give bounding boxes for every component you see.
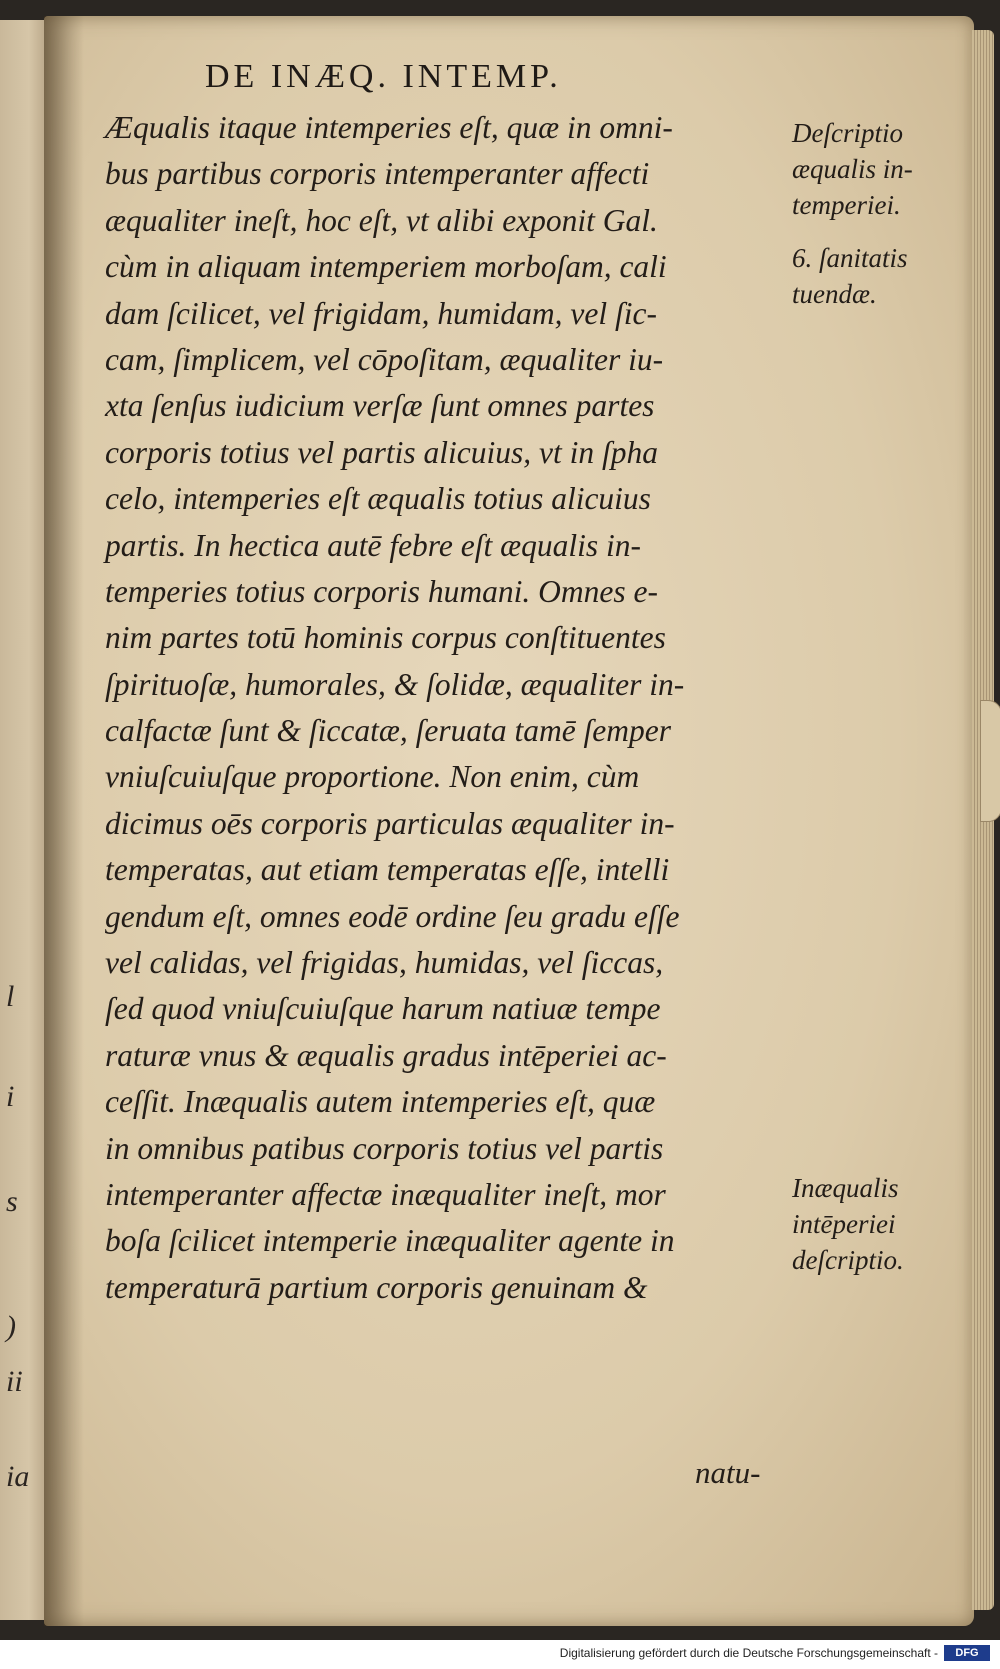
footer-credit: Digitalisierung gefördert durch die Deutsche Forschungsgemeinschaft - — [559, 1646, 938, 1660]
gutter-shadow — [44, 16, 84, 1626]
text-line: vel calidas, vel frigidas, humidas, vel ſiccas, — [105, 945, 664, 981]
margin-note-line: intēperiei — [792, 1209, 896, 1239]
text-line: dam ſcilicet, vel frigidam, humidam, vel ſic- — [105, 295, 657, 331]
previous-page-edge — [0, 20, 50, 1620]
prev-page-fragment: i — [6, 1080, 15, 1113]
body-text — [105, 105, 785, 1311]
text-line: raturæ vnus & æqualis gradus intēperiei ac- — [105, 1037, 667, 1073]
running-head: DE INÆQ. INTEMP. — [205, 58, 562, 95]
text-line: xta ſenſus iudicium verſæ ſunt omnes partes — [105, 388, 655, 424]
margin-note-line: deſcriptio. — [792, 1245, 904, 1275]
prev-page-fragment: ) — [6, 1310, 16, 1343]
text-line: boſa ſcilicet intemperie inæqualiter agente in — [105, 1223, 675, 1259]
text-line: ſpirituoſæ, humorales, & ſolidæ, æqualiter in- — [105, 666, 685, 702]
catchword: natu- — [695, 1455, 761, 1490]
margin-note-line: tuendæ. — [792, 279, 877, 309]
margin-note-line: temperiei. — [792, 190, 901, 220]
text-line: cùm in aliquam intemperiem morboſam, cali — [105, 249, 667, 285]
prev-page-fragment: ii — [6, 1365, 23, 1398]
margin-note-aequalis — [792, 115, 952, 223]
text-line: æqualiter ineſt, hoc eſt, vt alibi exponit Gal. — [105, 202, 658, 238]
text-line: temperatas, aut etiam temperatas eſſe, intelli — [105, 852, 670, 888]
margin-note-inaequalis — [792, 1170, 952, 1278]
text-line: corporis totius vel partis alicuius, vt in ſpha — [105, 434, 658, 470]
text-line: dicimus oēs corporis particulas æqualiter in- — [105, 805, 675, 841]
text-line: Æqualis itaque intemperies eſt, quæ in omni- — [105, 110, 673, 145]
margin-note-line: Inæqualis — [792, 1173, 899, 1203]
text-line: ceſſit. Inæqualis autem intemperies eſt, quæ — [105, 1084, 656, 1120]
page-tab-marker — [980, 700, 1000, 822]
text-line: bus partibus corporis intemperanter affecti — [105, 156, 650, 192]
text-line: gendum eſt, omnes eodē ordine ſeu gradu eſſe — [105, 898, 680, 934]
text-line: ſed quod vniuſcuiuſque harum natiuæ tempe — [105, 991, 661, 1027]
text-line: temperies totius corporis humani. Omnes e- — [105, 573, 658, 609]
prev-page-fragment: l — [6, 980, 15, 1013]
text-line: celo, intemperies eſt æqualis totius alicuius — [105, 481, 651, 517]
text-line: temperaturā partium corporis genuinam & — [105, 1269, 648, 1305]
margin-note-line: Deſcriptio — [792, 118, 903, 148]
text-line: nim partes totū hominis corpus conſtituentes — [105, 620, 666, 656]
text-line: intemperanter affectæ inæqualiter ineſt, mor — [105, 1176, 666, 1212]
text-line: vniuſcuiuſque proportione. Non enim, cùm — [105, 759, 640, 795]
text-line: in omnibus patibus corporis totius vel partis — [105, 1130, 664, 1166]
text-line: calfactæ ſunt & ſiccatæ, ſeruata tamē ſemper — [105, 713, 672, 749]
margin-note-sanitatis — [792, 240, 952, 312]
margin-note-line: 6. ſanitatis — [792, 243, 908, 273]
dfg-logo: DFG — [944, 1645, 990, 1661]
margin-note-line: æqualis in- — [792, 154, 913, 184]
text-line: partis. In hectica autē febre eſt æqualis in- — [105, 527, 641, 563]
prev-page-fragment: s — [6, 1185, 18, 1218]
prev-page-fragment: ia — [6, 1460, 30, 1493]
text-line: cam, ſimplicem, vel cōpoſitam, æqualiter iu- — [105, 341, 664, 377]
